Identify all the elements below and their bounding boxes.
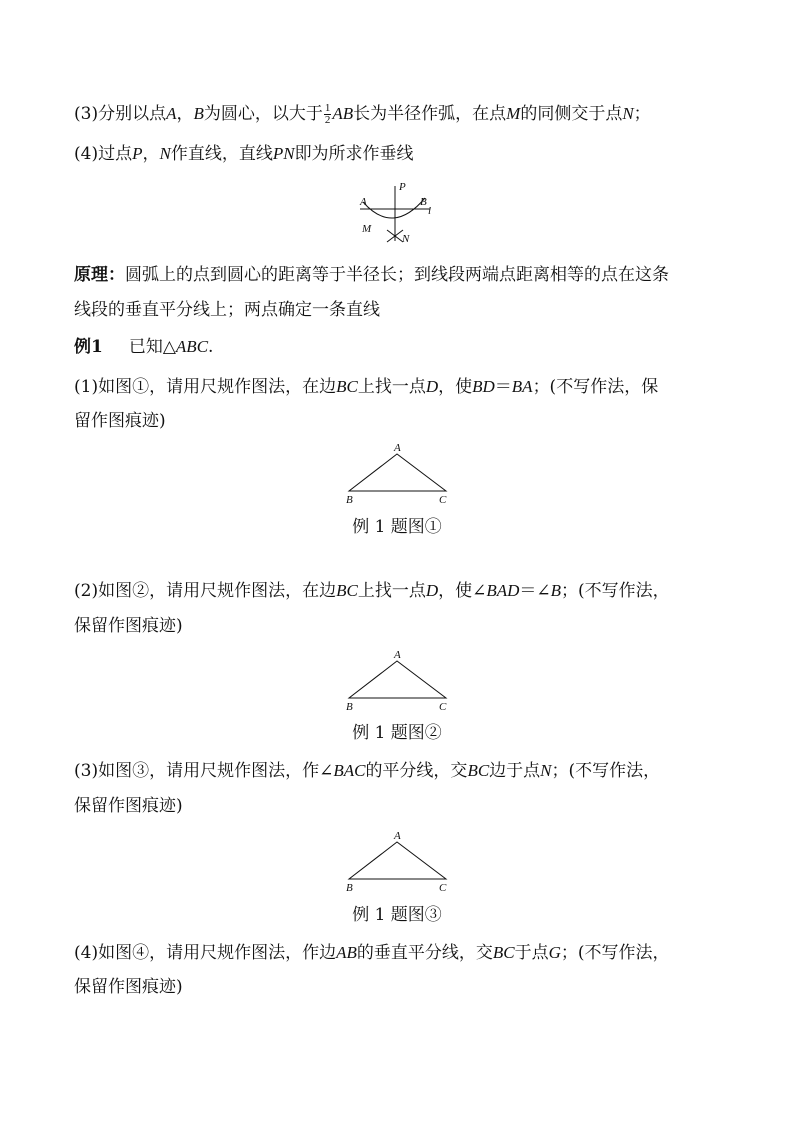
caption-figure-2: 例 1 题图②: [352, 723, 442, 743]
example-heading: 例1 已知△ABC.: [74, 337, 214, 357]
question-1-line-2: 留作图痕迹): [74, 411, 166, 431]
triangle-figure-2: [340, 645, 455, 715]
question-3-line-1: (3)如图③，请用尺规作图法，作∠BAC的平分线，交BC边于点N；(不写作法，: [74, 761, 661, 781]
label-C: C: [439, 494, 447, 506]
question-4-line-2: 保留作图痕迹): [74, 977, 183, 997]
arc-m: [363, 198, 425, 218]
label-C: C: [439, 882, 447, 894]
label-l: l: [428, 205, 432, 217]
question-1-line-1: (1)如图①，请用尺规作图法，在边BC上找一点D，使BD＝BA；(不写作法，保: [74, 377, 659, 397]
caption-figure-1: 例 1 题图①: [352, 517, 442, 537]
label-A: A: [394, 830, 401, 842]
label-B: B: [346, 701, 353, 713]
triangle-abc: [349, 842, 446, 879]
label-B: B: [346, 494, 353, 506]
label-B: B: [420, 196, 427, 208]
label-A: A: [394, 649, 401, 661]
triangle-abc: [349, 661, 446, 698]
label-N: N: [402, 233, 410, 245]
triangle-abc: [349, 454, 446, 491]
one-half-fraction: $\frac{1}{2}$: [324, 102, 331, 126]
label-P: P: [399, 181, 406, 193]
label-M: M: [362, 223, 372, 235]
label-A: A: [394, 442, 401, 454]
label-C: C: [439, 701, 447, 713]
question-2-line-2: 保留作图痕迹): [74, 616, 183, 636]
question-2-line-1: (2)如图②，请用尺规作图法，在边BC上找一点D，使∠BAD＝∠B；(不写作法，: [74, 581, 670, 601]
principle-line-1: 原理：圆弧上的点到圆心的距离等于半径长；到线段两端点距离相等的点在这条: [74, 265, 669, 285]
question-3-line-2: 保留作图痕迹): [74, 796, 183, 816]
label-A: A: [360, 196, 367, 208]
principle-line-2: 线段的垂直平分线上；两点确定一条直线: [74, 300, 380, 320]
triangle-figure-3: [340, 826, 455, 896]
caption-figure-3: 例 1 题图③: [352, 905, 442, 925]
question-4-line-1: (4)如图④，请用尺规作图法，作边AB的垂直平分线，交BC于点G；(不写作法，: [74, 943, 670, 963]
step-3-text: (3)分别以点A，B为圆心，以大于 $\frac{1}{2}$ AB长为半径作弧，在点M的同侧交于点N；: [74, 102, 651, 126]
triangle-figure-1: [340, 438, 455, 508]
step-4-text: (4)过点P，N作直线，直线PN即为所求作垂线: [74, 144, 414, 164]
label-B: B: [346, 882, 353, 894]
perpendicular-construction-figure: [355, 178, 445, 250]
